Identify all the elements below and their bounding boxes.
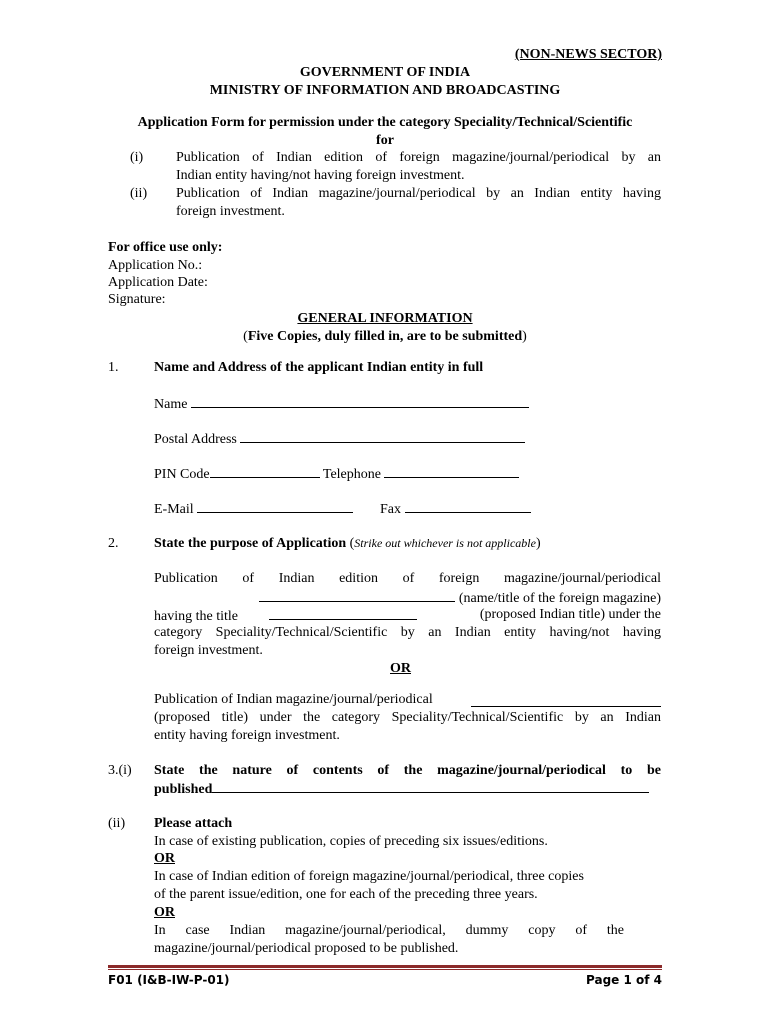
purpose-option-1-line2: (name/title of the foreign magazine) [154, 589, 661, 607]
fax-row[interactable] [380, 500, 531, 518]
postal-address-label: Postal Address [154, 432, 237, 447]
footer-rule [108, 965, 662, 968]
proposed-title-field[interactable] [471, 694, 661, 707]
section-3-heading: State the nature of contents of the magazine/journal/periodical to be [154, 763, 661, 778]
application-no-label: Application No.: [108, 258, 203, 273]
section-number: 3.(i) [108, 763, 132, 778]
name-label: Name [154, 397, 188, 412]
email-row[interactable] [154, 500, 353, 518]
title-item-text: Publication of Indian edition of foreign magazine/journal/periodical by an [176, 150, 661, 165]
attach-item-3: In case Indian magazine/journal/periodical, dummy copy of the [154, 923, 624, 938]
purpose-option-2-line1: Publication of Indian magazine/journal/periodical [154, 692, 661, 708]
nature-of-contents-field[interactable] [212, 780, 649, 793]
purpose-option-1-line4: category Speciality/Technical/Scientific by an Indian entity having/not having [154, 625, 661, 640]
purpose-option-2-line2: (proposed title) under the category Speciality/Technical/Scientific by an Indian [154, 710, 661, 725]
office-use-heading: For office use only: [108, 240, 223, 255]
pin-code-field[interactable] [210, 465, 320, 478]
telephone-label: Telephone [322, 467, 381, 482]
general-info-subheading: (Five Copies, duly filled in, are to be submitted) [243, 329, 527, 344]
fax-field[interactable] [405, 500, 531, 513]
attach-item-1: In case of existing publication, copies of preceding six issues/editions. [154, 834, 548, 849]
nature-of-contents-row[interactable]: published [154, 780, 649, 798]
pin-telephone-row[interactable] [154, 465, 519, 483]
section-number: (ii) [108, 816, 126, 831]
government-heading: GOVERNMENT OF INDIA [299, 65, 471, 80]
section-2-heading: State the purpose of Application (Strike out whichever is not applicable) [154, 536, 541, 551]
form-code: F01 (I&B-IW-P-01) [108, 973, 230, 987]
title-item-text: foreign investment. [176, 204, 285, 219]
section-number: 1. [108, 360, 119, 375]
email-label: E-Mail [154, 502, 194, 517]
telephone-field[interactable] [384, 465, 519, 478]
sector-label: (NON-NEWS SECTOR) [514, 47, 662, 62]
pin-code-label: PIN Code [154, 467, 210, 482]
section-number: 2. [108, 536, 119, 551]
form-title-for: for [376, 133, 394, 148]
form-title: Application Form for permission under the category Speciality/Technical/Scientific [137, 115, 633, 130]
name-field-row[interactable] [154, 395, 529, 413]
name-field[interactable] [191, 395, 529, 408]
fax-label: Fax [380, 502, 401, 517]
purpose-option-1-line3: having the title (proposed Indian title) under the [154, 607, 661, 624]
title-item-text: Publication of Indian magazine/journal/periodical by an Indian entity having [176, 186, 661, 201]
purpose-option-1-text: Publication of Indian edition of foreign magazine/journal/periodical [154, 571, 661, 586]
postal-address-field[interactable] [240, 430, 525, 443]
purpose-option-1-line5: foreign investment. [154, 643, 263, 658]
or-divider: OR [390, 661, 411, 676]
purpose-option-2-line3: entity having foreign investment. [154, 728, 340, 743]
title-item-num: (i) [130, 150, 144, 165]
general-info-heading: GENERAL INFORMATION [297, 311, 473, 326]
attach-item-3-cont: magazine/journal/periodical proposed to be published. [154, 941, 459, 956]
signature-label: Signature: [108, 292, 166, 307]
title-item-text: Indian entity having/not having foreign investment. [176, 168, 465, 183]
or-divider: OR [154, 905, 175, 920]
page-number: Page 1 of 4 [586, 973, 662, 987]
title-item-num: (ii) [130, 186, 148, 201]
foreign-magazine-title-field[interactable] [259, 589, 455, 602]
section-1-heading: Name and Address of the applicant Indian entity in full [154, 360, 484, 375]
please-attach-heading: Please attach [154, 816, 233, 831]
proposed-indian-title-field[interactable] [269, 607, 417, 620]
footer-rule-thin [108, 969, 662, 970]
postal-address-row[interactable] [154, 430, 525, 448]
attach-item-2-cont: of the parent issue/edition, one for each of the preceding three years. [154, 887, 538, 902]
or-divider: OR [154, 851, 175, 866]
email-field[interactable] [197, 500, 353, 513]
ministry-heading: MINISTRY OF INFORMATION AND BROADCASTING [209, 83, 561, 98]
application-date-label: Application Date: [108, 275, 208, 290]
attach-item-2: In case of Indian edition of foreign magazine/journal/periodical, three copies [154, 869, 584, 884]
